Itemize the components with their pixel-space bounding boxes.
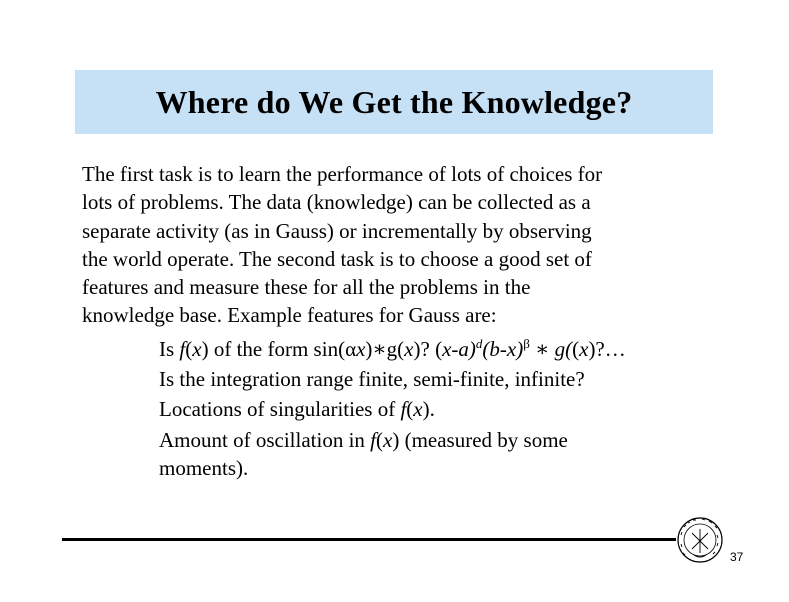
paragraph-line: the world operate. The second task is to choose a good set of bbox=[82, 246, 592, 271]
feature-list bbox=[82, 330, 722, 482]
paragraph-line: The first task is to learn the performance of lots of choices for bbox=[82, 162, 603, 186]
paragraph-line: lots of problems. The data (knowledge) can be collected as a bbox=[82, 190, 591, 215]
feature-item-singularities: Locations of singularities of f(x). bbox=[159, 397, 435, 422]
title-bar bbox=[75, 70, 713, 134]
feature-item-range: Is the integration range finite, semi-finite, infinite? bbox=[159, 367, 585, 392]
slide-body bbox=[82, 160, 722, 482]
slide-title: Where do We Get the Knowledge? bbox=[155, 83, 633, 120]
paragraph-line: features and measure these for all the problems in the bbox=[82, 275, 531, 300]
footer-rule bbox=[62, 538, 676, 541]
feature-item-oscillation: Amount of oscillation in f(x) (measured by some moments). bbox=[159, 427, 568, 480]
intro-paragraph bbox=[82, 160, 722, 330]
paragraph-line: separate activity (as in Gauss) or incrementally by observing bbox=[82, 218, 592, 243]
university-seal-icon bbox=[672, 515, 728, 565]
feature-item-form: Is f(x) of the form sin(αx)∗g(x)? $(x-a)^d(b-x)^\beta$ ∗ g((x)?… bbox=[159, 335, 626, 361]
page-number: 37 bbox=[730, 550, 744, 564]
paragraph-line: knowledge base. Example features for Gauss are: bbox=[82, 303, 497, 328]
